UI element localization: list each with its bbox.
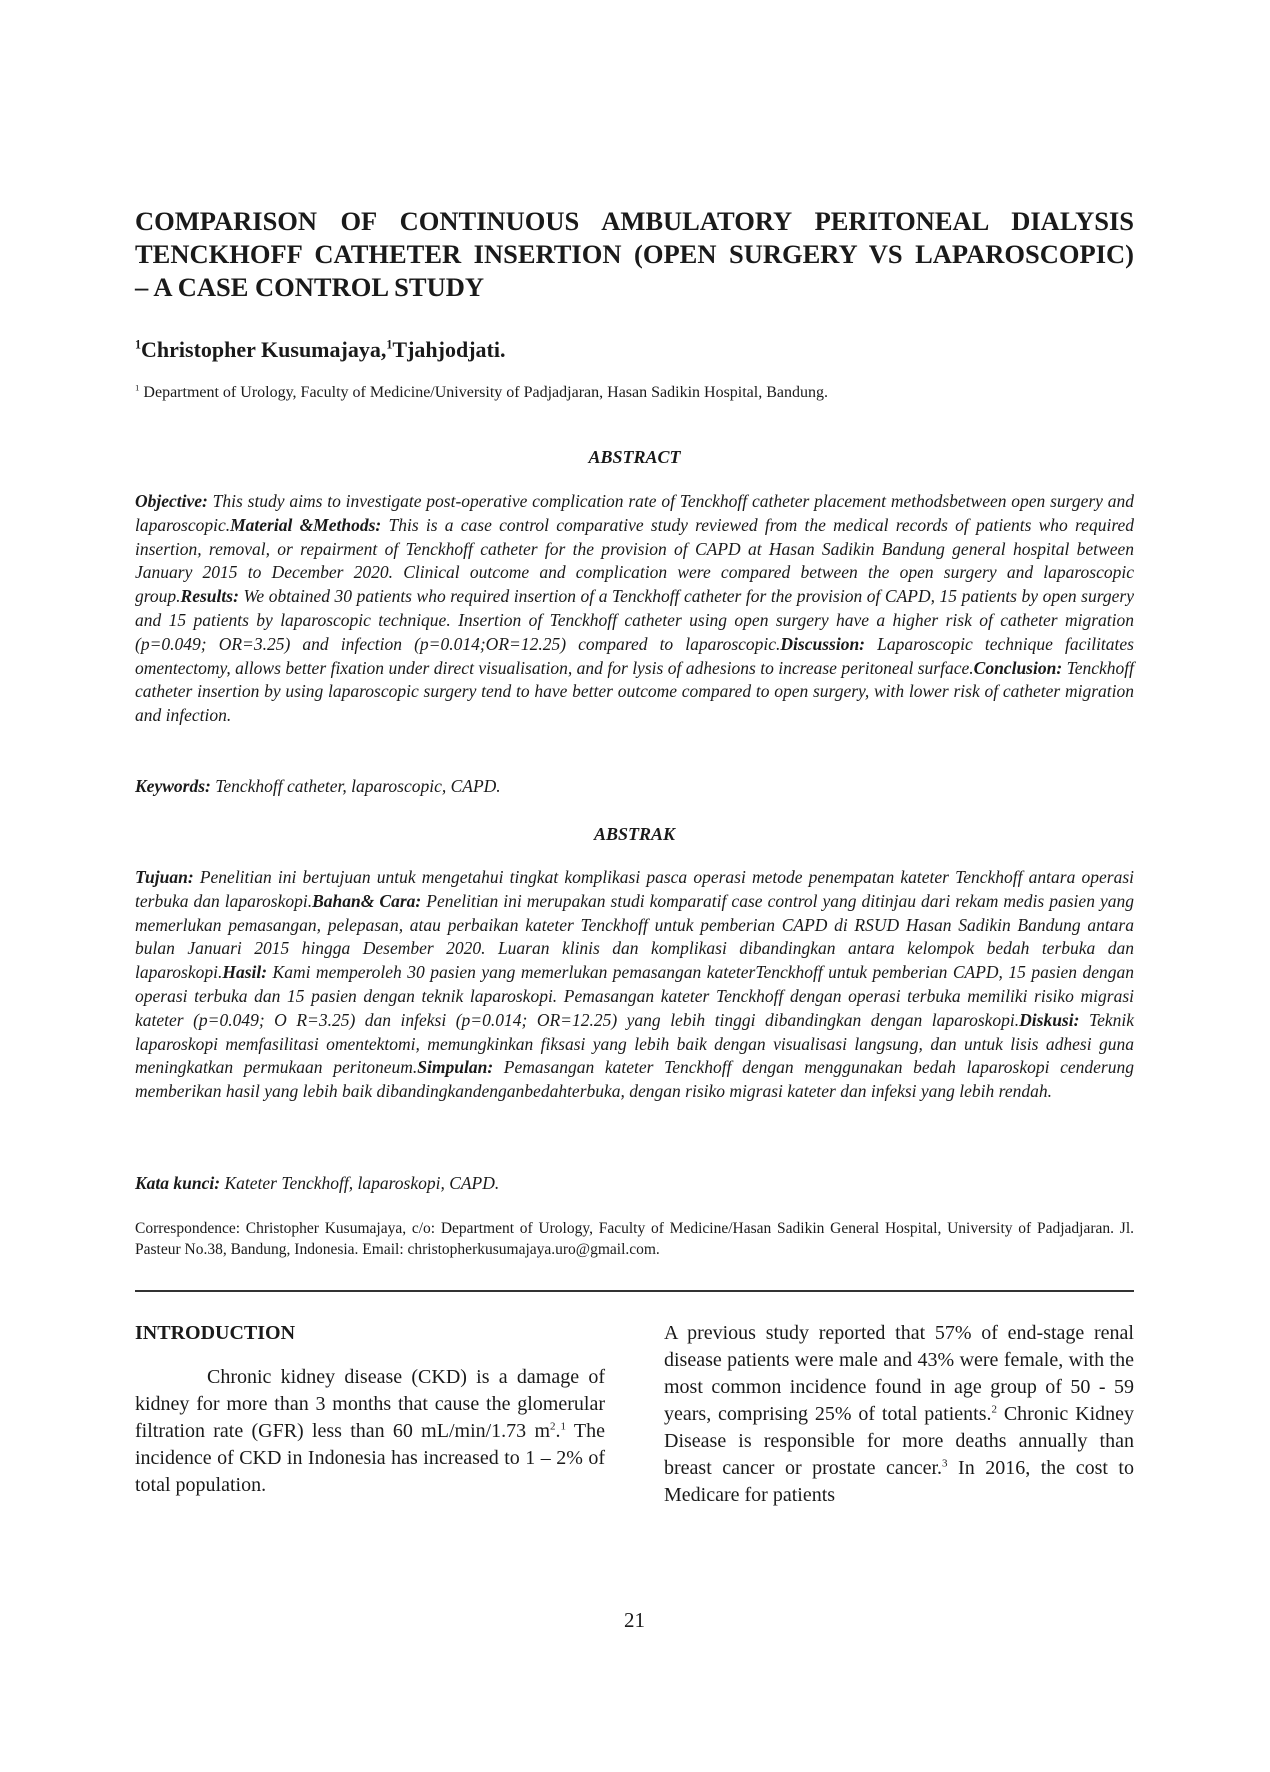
methods-label: Material &Methods: — [230, 514, 382, 535]
author-list — [135, 337, 505, 363]
diskusi-label: Diskusi: — [1019, 1009, 1080, 1030]
citation-ref: 1 — [560, 1420, 566, 1433]
discussion-label: Discussion: — [780, 633, 866, 654]
title-line: TENCKHOFF CATHETER INSERTION (OPEN SURGERY VS LAPAROSCOPIC) — [135, 239, 1134, 269]
title-line: – A CASE CONTROL STUDY — [135, 272, 485, 302]
author-affil-marker: 1 — [386, 337, 393, 352]
intro-text: . — [555, 1420, 561, 1442]
correspondence: Correspondence: Christopher Kusumajaya, c/o: Department of Urology, Faculty of Medicine/Hasan Sadikin General Hospital, University of Padjadjaran. Jl. Pasteur No.38, Bandung, Indonesia. Email: christopherkusumajaya.uro@gmail.com. — [135, 1220, 1134, 1258]
kata-kunci-label: Kata kunci: — [135, 1173, 221, 1193]
page-number: 21 — [624, 1608, 645, 1632]
tujuan-text: Penelitian ini bertujuan untuk mengetahui tingkat komplikasi pasca operasi metode penempatan kateter Tenckhoff antara operasi terbuka dan laparoskopi. — [135, 867, 1134, 911]
results-text: We obtained 30 patients who required insertion of a Tenckhoff catheter for the provision of CAPD, 15 patients by open surgery and 15 patients by laparoscopic technique. Insertion of Tenckhoff catheter using open surgery have a higher risk of catheter migration (p=0.049; OR=3.25) and infection (p=0.014;OR=12.25) compared to laparoscopic. — [135, 586, 1134, 654]
affiliation-marker: 1 — [135, 382, 140, 393]
intro-text: In 2016, the cost to Medicare for patients — [664, 1457, 1134, 1506]
methods-text: This is a case control comparative study reviewed from the medical records of patients who required insertion, removal, or repairment of Tenckhoff catheter for the provision of CAPD at Hasan Sadikin Bandung general hospital between January 2015 to December 2020. Clinical outcome and complication were compared between the open surgery and laparoscopic group. — [135, 514, 1134, 607]
abstract-heading: ABSTRACT — [588, 447, 681, 467]
diskusi-text: Teknik laparoskopi memfasilitasi omentektomi, memungkinkan fiksasi yang lebih baik dengan visualisasi langsung, dan untuk lisis adhesi guna meningkatkan permukaan peritoneum. — [135, 1009, 1134, 1078]
citation-ref: 3 — [942, 1457, 948, 1470]
abstract-body — [135, 490, 1134, 728]
kata-kunci — [135, 1173, 499, 1194]
paper-title — [135, 205, 1134, 304]
intro-text: Chronic Kidney Disease is responsible for more deaths annually than breast cancer or prostate cancer. — [664, 1403, 1135, 1479]
author-name: Tjahjodjati. — [392, 337, 506, 362]
intro-text: A previous study reported that 57% of end-stage renal disease patients were male and 43% were female, with the most common incidence found in age group of 50 - 59 years, comprising 25% of total patients. — [664, 1322, 1134, 1425]
intro-paragraph-2 — [664, 1320, 1134, 1509]
conclusion-text: Tenckhoff catheter insertion by using laparoscopic surgery tend to have better outcome compared to open surgery, with lower risk of catheter migration and infection. — [135, 657, 1135, 726]
keywords-label: Keywords: — [135, 776, 211, 796]
discussion-text: Laparoscopic technique facilitates omentectomy, allows better fixation under direct visualisation, and for lysis of adhesions to increase peritoneal surface. — [135, 633, 1134, 678]
right-column — [664, 1320, 1134, 1509]
bahan-label: Bahan& Cara: — [312, 890, 422, 911]
section-divider — [135, 1290, 1134, 1292]
bahan-text: Penelitian ini merupakan studi komparatif case control yang ditinjau dari rekam medis pasien yang memerlukan pemasangan, pelepasan, atau perbaikan kateter Tenckhoff untuk pemberian CAPD di RSUD Hasan Sadikin Bandung antara bulan Januari 2015 hingga Desember 2020. Luaran klinis dan komplikasi dibandingkan antara kelompok bedah terbuka dan laparoskopi. — [135, 890, 1134, 983]
tujuan-label: Tujuan: — [135, 867, 194, 887]
kata-kunci-text: Kateter Tenckhoff, laparoskopi, CAPD. — [220, 1173, 500, 1193]
keywords — [135, 776, 501, 797]
intro-paragraph-1 — [135, 1364, 605, 1499]
abstrak-heading: ABSTRAK — [593, 824, 676, 844]
left-column — [135, 1320, 605, 1499]
title-line: COMPARISON OF CONTINUOUS AMBULATORY PERITONEAL DIALYSIS — [135, 206, 1134, 236]
author-affil-marker: 1 — [135, 337, 142, 352]
citation-ref: 2 — [991, 1403, 997, 1416]
results-label: Results: — [180, 586, 239, 607]
simpulan-label: Simpulan: — [417, 1057, 494, 1078]
objective-label: Objective: — [135, 491, 208, 511]
affiliation — [135, 384, 828, 402]
abstrak-body — [135, 866, 1134, 1104]
intro-text: The incidence of CKD in Indonesia has increased to 1 – 2% of total population. — [135, 1420, 605, 1496]
author-name: Christopher Kusumajaya, — [141, 337, 387, 362]
simpulan-text: Pemasangan kateter Tenckhoff dengan menggunakan bedah laparoskopi cenderung memberikan hasil yang lebih baik dibandingkandenganbedahterbuka, dengan risiko migrasi kateter dan infeksi yang lebih rendah. — [135, 1057, 1134, 1102]
paper-page — [135, 0, 1134, 1772]
hasil-label: Hasil: — [222, 962, 268, 983]
conclusion-label: Conclusion: — [973, 657, 1063, 678]
intro-text: Chronic kidney disease (CKD) is a damage of kidney for more than 3 months that cause the glomerular filtration rate (GFR) less than 60 mL/min/1.73 m — [135, 1366, 605, 1442]
superscript: 2 — [550, 1420, 556, 1433]
keywords-text: Tenckhoff catheter, laparoscopic, CAPD. — [210, 776, 501, 796]
hasil-text: Kami memperoleh 30 pasien yang memerlukan pemasangan kateterTenckhoff untuk pemberian CAPD, 15 pasien dengan operasi terbuka dan 15 pasien dengan teknik laparoskopi. Pemasangan kateter Tenckhoff dengan operasi terbuka memiliki risiko migrasi kateter (p=0.049; O R=3.25) dan infeksi (p=0.014; OR=12.25) yang lebih tinggi dibandingkan dengan laparoskopi. — [135, 962, 1134, 1030]
introduction-heading: INTRODUCTION — [135, 1322, 296, 1344]
affiliation-text: Department of Urology, Faculty of Medicine/University of Padjadjaran, Hasan Sadikin Hospital, Bandung. — [139, 384, 828, 401]
objective-text: This study aims to investigate post-operative complication rate of Tenckhoff catheter placement methodsbetween open surgery and laparoscopic. — [135, 491, 1134, 535]
